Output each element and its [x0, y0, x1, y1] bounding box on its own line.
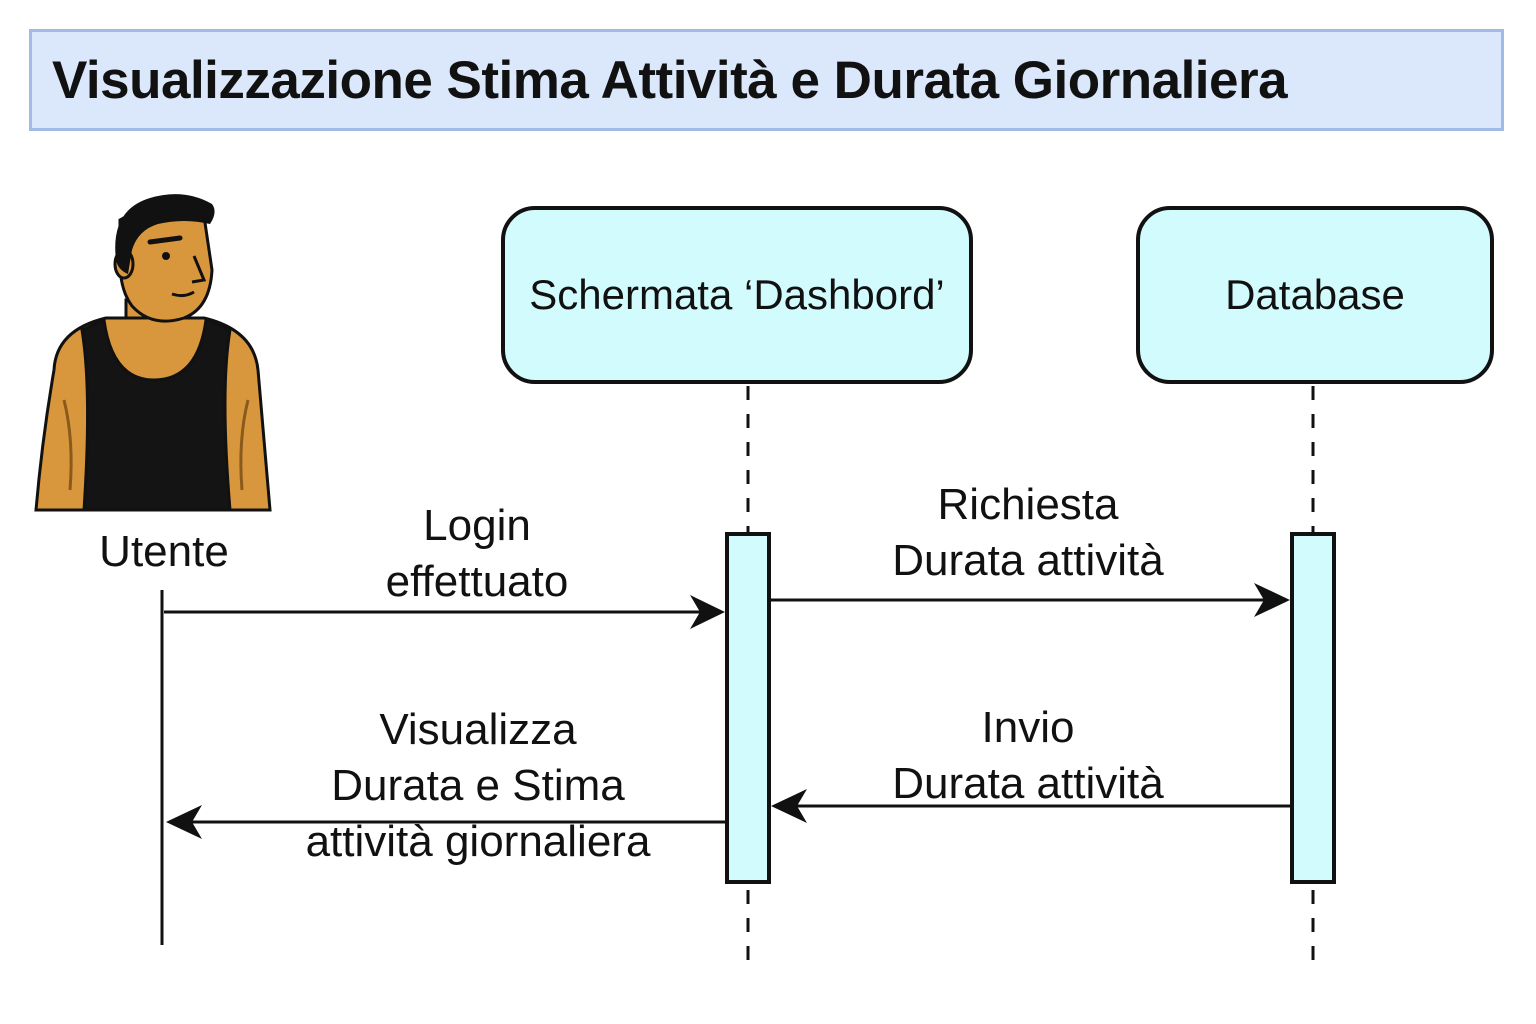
message-invio-label: Invio Durata attività	[892, 703, 1164, 808]
actor-label: Utente	[99, 527, 229, 576]
participant-dashboard-label: Schermata ‘Dashbord’	[529, 271, 945, 318]
participant-database-label: Database	[1225, 271, 1405, 318]
activation-dashboard	[727, 534, 769, 882]
message-visualizza-label: Visualizza Durata e Stima attività giornaliera	[305, 705, 651, 866]
diagram-title: Visualizzazione Stima Attività e Durata Giornaliera	[52, 51, 1288, 110]
message-login-label: Login effettuato	[385, 501, 569, 606]
activation-database	[1292, 534, 1334, 882]
message-richiesta-label: Richiesta Durata attività	[892, 480, 1164, 585]
